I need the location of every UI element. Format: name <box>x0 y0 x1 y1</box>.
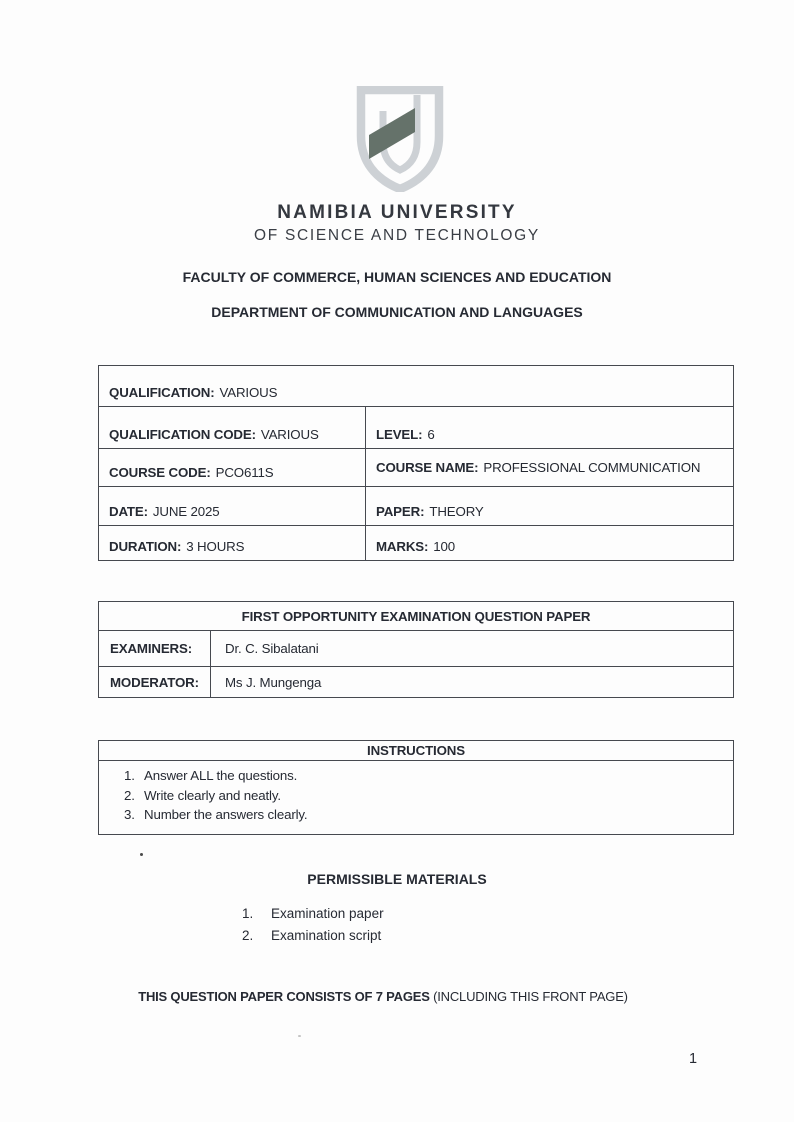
moderator-label: MODERATOR: <box>110 674 199 690</box>
qualification-cell <box>99 366 733 406</box>
material-item <box>242 925 384 947</box>
instruction-item <box>124 766 733 786</box>
university-shield-logo <box>352 86 448 192</box>
course-name-label: COURSE NAME: <box>376 460 479 475</box>
material-text: Examination script <box>271 927 382 943</box>
course-name-value: PROFESSIONAL COMMUNICATION <box>483 460 701 475</box>
date-value: JUNE 2025 <box>152 504 220 519</box>
paper-value: THEORY <box>429 504 484 519</box>
qualification-code-value: VARIOUS <box>260 427 319 442</box>
qualification-code-cell <box>99 407 365 448</box>
duration-cell <box>99 526 365 560</box>
paper-label: PAPER: <box>376 504 425 519</box>
examiners-label: EXAMINERS: <box>110 641 192 656</box>
shield-diagonal-band <box>369 108 415 159</box>
table-row-examiners <box>99 630 733 666</box>
scan-artifact-dot <box>140 853 143 856</box>
paper-cell <box>365 487 733 525</box>
material-number: 1. <box>242 906 254 921</box>
examiners-table <box>98 601 734 698</box>
exam-paper-title: FIRST OPPORTUNITY EXAMINATION QUESTION PAPER <box>241 608 591 624</box>
marks-label: MARKS: <box>376 539 429 554</box>
duration-label: DURATION: <box>109 539 182 554</box>
instruction-text: Answer ALL the questions. <box>144 768 298 783</box>
instructions-list <box>99 761 733 834</box>
instruction-number: 2. <box>124 787 135 803</box>
marks-value: 100 <box>433 539 456 554</box>
duration-value: 3 HOURS <box>186 539 245 554</box>
permissible-materials-list <box>242 903 384 946</box>
table-row-moderator <box>99 666 733 697</box>
table-row-duration-marks <box>99 525 733 560</box>
university-name-line2: OF SCIENCE AND TECHNOLOGY <box>254 227 540 244</box>
qualification-label: QUALIFICATION: <box>109 385 215 400</box>
table-row-qualification <box>99 366 733 406</box>
date-cell <box>99 487 365 525</box>
examiners-value: Dr. C. Sibalatani <box>210 631 733 666</box>
date-label: DATE: <box>109 504 148 519</box>
material-item <box>242 903 384 925</box>
university-name: NAMIBIA UNIVERSITY <box>277 202 517 223</box>
course-code-cell <box>99 449 365 486</box>
instruction-item <box>124 805 733 825</box>
instructions-box <box>98 740 734 835</box>
table-row-qualification-code-level <box>99 406 733 448</box>
course-info-table <box>98 365 734 561</box>
instruction-item <box>124 786 733 806</box>
qualification-value: VARIOUS <box>219 385 278 400</box>
instruction-text: Write clearly and neatly. <box>144 787 281 803</box>
scan-artifact-dot <box>298 1035 301 1037</box>
level-label: LEVEL: <box>376 427 423 442</box>
instruction-number: 3. <box>124 807 135 822</box>
instruction-number: 1. <box>124 768 135 783</box>
material-text: Examination paper <box>271 906 384 921</box>
page-count-note <box>0 989 780 1004</box>
table-row-course <box>99 448 733 486</box>
permissible-materials-title: PERMISSIBLE MATERIALS <box>307 871 487 887</box>
instructions-title: INSTRUCTIONS <box>99 741 733 761</box>
material-number: 2. <box>242 927 254 943</box>
page-count-note-regular: (INCLUDING THIS FRONT PAGE) <box>433 989 628 1004</box>
course-name-cell <box>365 449 733 486</box>
course-code-value: PCO611S <box>215 465 274 480</box>
moderator-value: Ms J. Mungenga <box>210 667 733 697</box>
page-number: 1 <box>689 1051 698 1067</box>
department-heading: DEPARTMENT OF COMMUNICATION AND LANGUAGES <box>211 304 583 320</box>
level-value: 6 <box>427 427 435 442</box>
course-code-label: COURSE CODE: <box>109 465 211 480</box>
faculty-heading: FACULTY OF COMMERCE, HUMAN SCIENCES AND EDUCATION <box>182 269 612 285</box>
marks-cell <box>365 526 733 560</box>
table-row-date-paper <box>99 486 733 525</box>
qualification-code-label: QUALIFICATION CODE: <box>109 427 256 442</box>
instruction-text: Number the answers clearly. <box>144 807 308 822</box>
level-cell <box>365 407 733 448</box>
page-count-note-bold: THIS QUESTION PAPER CONSISTS OF 7 PAGES <box>138 989 430 1004</box>
